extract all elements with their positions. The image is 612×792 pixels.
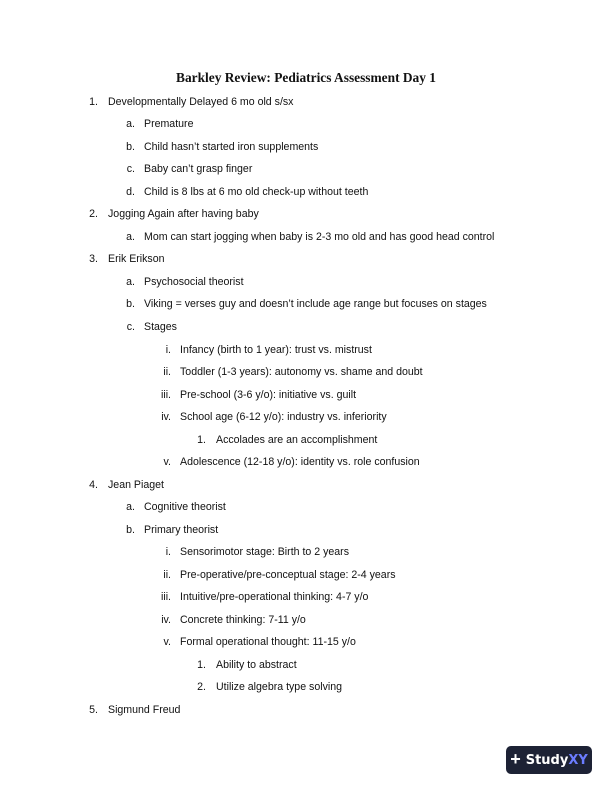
list-item: Toddler (1-3 years): autonomy vs. shame and doubt [180,366,423,378]
list-item: Developmentally Delayed 6 mo old s/sx [108,96,294,108]
plus-icon: + [510,749,521,769]
list-marker: b. [126,141,135,153]
list-item: Child is 8 lbs at 6 mo old check-up without teeth [144,186,369,198]
list-item: Jogging Again after having baby [108,208,259,220]
list-item: School age (6-12 y/o): industry vs. inferiority [180,411,387,423]
list-item: Sensorimotor stage: Birth to 2 years [180,546,349,558]
list-marker: iv. [161,411,171,423]
list-marker: 1. [89,96,98,108]
list-item: Intuitive/pre-operational thinking: 4-7 y/o [180,591,369,603]
list-item: Ability to abstract [216,659,297,671]
list-item: Adolescence (12-18 y/o): identity vs. role confusion [180,456,420,468]
list-marker: v. [163,456,171,468]
list-marker: 2. [89,208,98,220]
list-item: Infancy (birth to 1 year): trust vs. mistrust [180,344,372,356]
list-marker: a. [126,118,135,130]
brand-accent: XY [568,752,588,768]
list-item: Utilize algebra type solving [216,681,343,693]
list-marker: d. [126,186,135,198]
list-marker: a. [126,501,135,513]
list-marker: iii. [160,591,171,603]
list-marker: iii. [160,389,171,401]
list-marker: 5. [89,704,98,716]
list-marker: 4. [89,479,98,491]
list-item: Pre-operative/pre-conceptual stage: 2-4 years [180,569,396,581]
list-item: Cognitive theorist [144,501,226,513]
brand-main: Study [525,752,569,768]
list-item: Baby can’t grasp finger [144,163,253,175]
list-item: Erik Erikson [108,253,165,265]
list-marker: v. [163,636,171,648]
list-marker: 1. [197,659,206,671]
brand-logo [526,753,588,768]
list-marker: c. [126,321,135,333]
list-item: Primary theorist [144,524,219,536]
list-item: Psychosocial theorist [144,276,244,288]
list-item: Pre-school (3-6 y/o): initiative vs. guilt [180,389,357,401]
list-marker: 3. [89,253,98,265]
list-item: Viking = verses guy and doesn’t include age range but focuses on stages [144,298,487,310]
studyxy-watermark-badge [506,746,592,774]
list-marker: a. [126,276,135,288]
list-item: Premature [144,118,194,130]
list-marker: ii. [163,569,171,581]
list-item: Stages [144,321,177,333]
list-item: Concrete thinking: 7-11 y/o [180,614,306,626]
list-marker: 2. [197,681,206,693]
list-marker: c. [126,163,135,175]
list-item: Formal operational thought: 11-15 y/o [180,636,356,648]
list-marker: b. [126,298,135,310]
list-marker: iv. [161,614,171,626]
list-marker: ii. [163,366,171,378]
list-item: Sigmund Freud [108,704,181,716]
list-marker: 1. [197,434,206,446]
list-item: Jean Piaget [108,479,164,491]
list-marker: b. [126,524,135,536]
list-marker: a. [126,231,135,243]
list-item: Mom can start jogging when baby is 2-3 mo old and has good head control [144,231,495,243]
page-title: Barkley Review: Pediatrics Assessment Day 1 [176,70,436,85]
list-marker: i. [165,546,171,558]
list-item: Child hasn’t started iron supplements [144,141,319,153]
list-marker: i. [165,344,171,356]
list-item: Accolades are an accomplishment [216,434,378,446]
